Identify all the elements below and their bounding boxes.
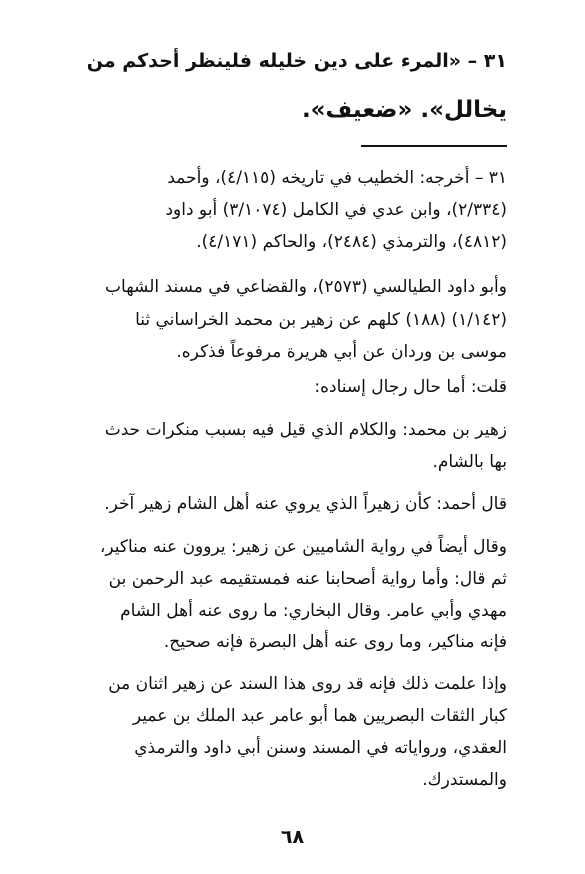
takhrij-line: موسى بن وردان عن أبي هريرة مرفوعاً فذكره.	[176, 342, 507, 362]
takhrij-line: وقال أيضاً في رواية الشاميين عن زهير: يروون عنه مناكير،	[99, 537, 507, 557]
takhrij-line: كبار الثقات البصريين هما أبو عامر عبد الملك بن عمير	[132, 706, 507, 726]
takhrij-line: ثم قال: وأما رواية أصحابنا عنه فمستقيمه عبد الرحمن بن	[108, 569, 507, 589]
takhrij-line: فإنه مناكير، وما روى عنه أهل البصرة فإنه صحيح.	[163, 632, 507, 652]
takhrij-line: قلت: أما حال رجال إسناده:	[314, 377, 507, 397]
takhrij-line: (٤٨١٢)، والترمذي (٢٤٨٤)، والحاكم (٤/١٧١).	[196, 232, 507, 252]
hadith-text-line-1: ٣١ – «المرء على دين خليله فلينظر أحدكم من	[86, 50, 507, 72]
takhrij-line: (٢/٣٣٤)، وابن عدي في الكامل (٣/١٠٧٤) أبو داود	[165, 200, 507, 220]
page-number: ٦٨	[280, 826, 305, 848]
takhrij-line: بها بالشام.	[432, 452, 507, 472]
takhrij-line: مهدي وأبي عامر. وقال البخاري: ما روى عنه أهل الشام	[120, 601, 507, 621]
takhrij-line: (١/١٤٢) (١٨٨) كلهم عن زهير بن محمد الخراساني ثنا	[135, 310, 507, 330]
footnote-separator	[361, 145, 507, 147]
takhrij-line: ٣١ – أخرجه: الخطيب في تاريخه (٤/١١٥)، وأحمد	[167, 168, 507, 188]
takhrij-line: وإذا علمت ذلك فإنه قد روى هذا السند عن زهير اثنان من	[108, 674, 507, 694]
takhrij-line: وأبو داود الطيالسي (٢٥٧٣)، والقضاعي في مسند الشهاب	[105, 277, 507, 297]
takhrij-line: قال أحمد: كأن زهيراً الذي يروي عنه أهل الشام زهير آخر.	[104, 494, 507, 514]
takhrij-line: العقدي، ورواياته في المسند وسنن أبي داود والترمذي	[134, 738, 507, 758]
takhrij-line: والمستدرك.	[422, 770, 507, 790]
hadith-text-line-2: يخالل». «ضعيف».	[301, 97, 507, 123]
takhrij-line: زهير بن محمد: والكلام الذي قيل فيه بسبب منكرات حدث	[104, 420, 507, 440]
